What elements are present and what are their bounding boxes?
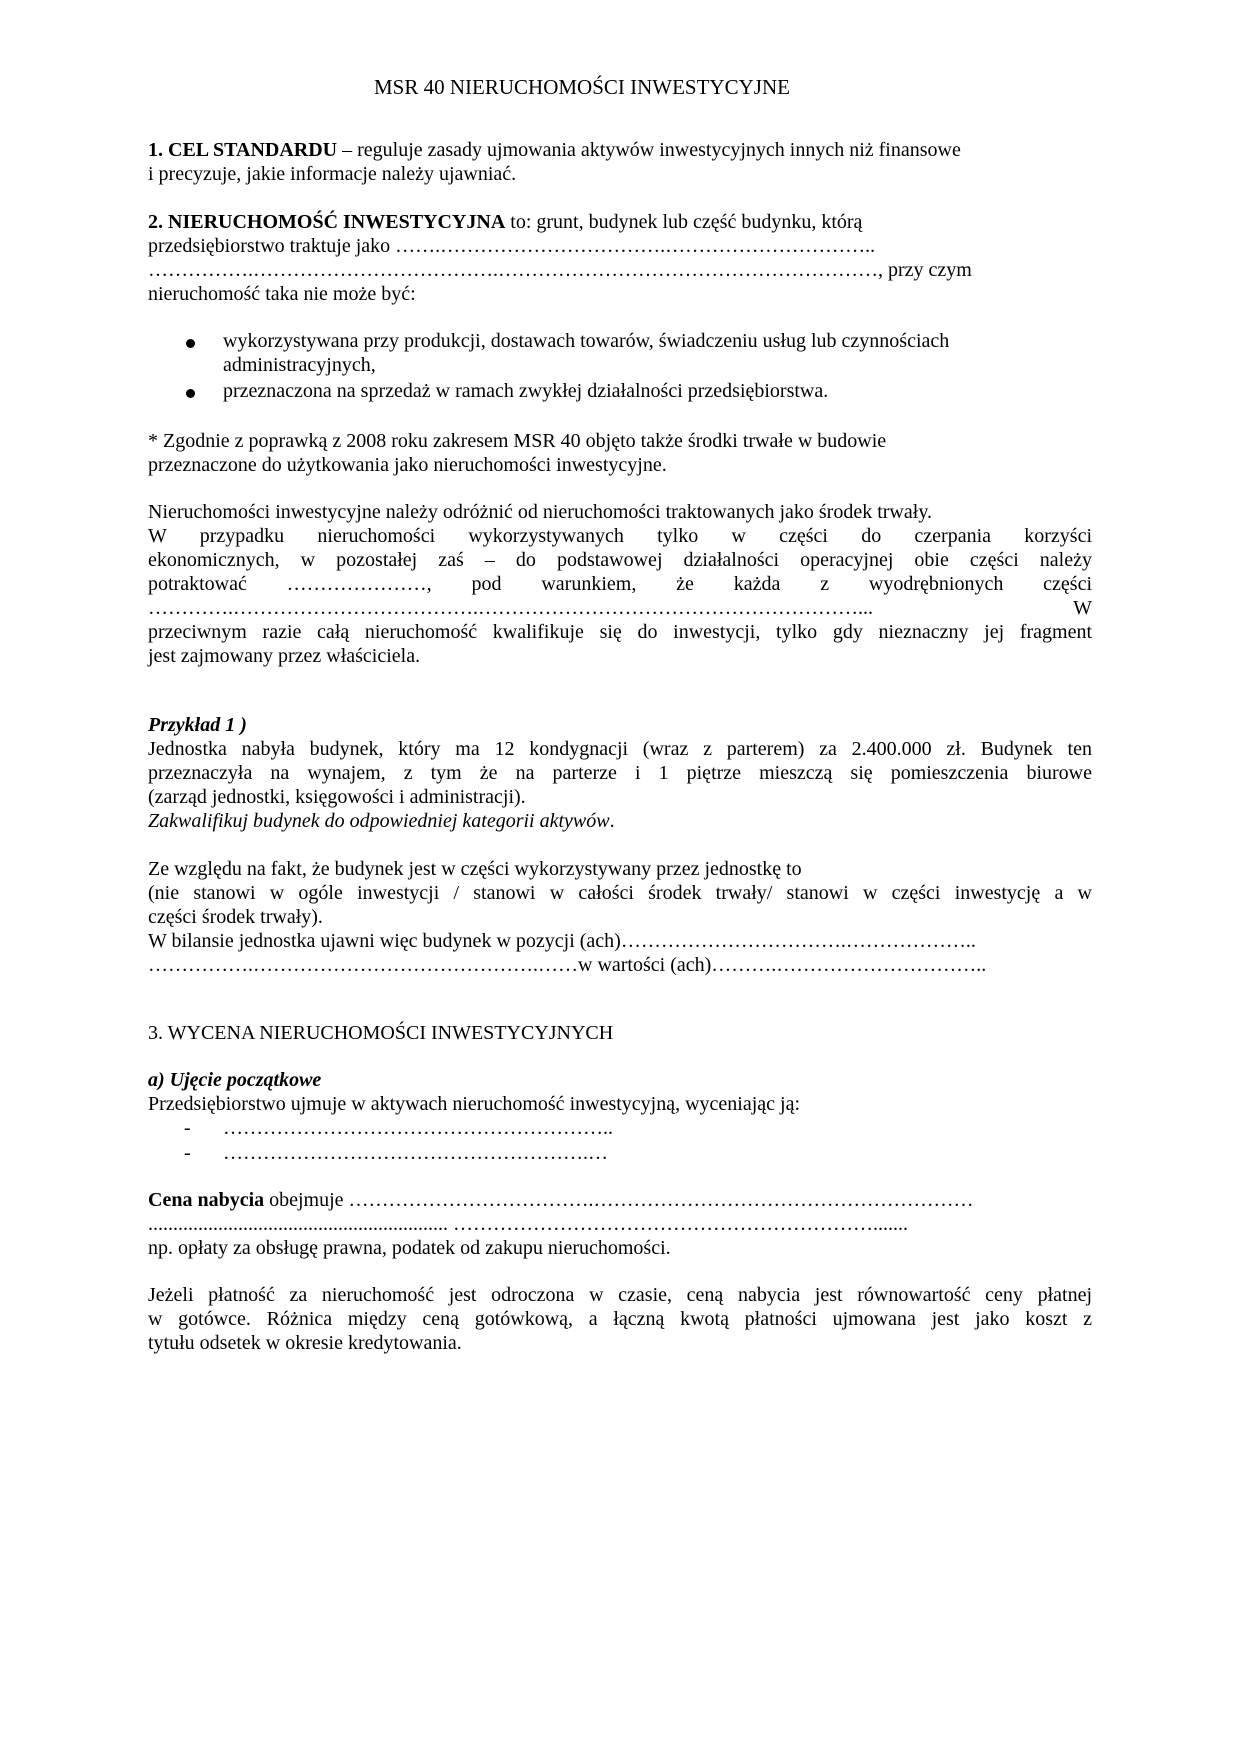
para-line: przeciwnym razie całą nieruchomość kwalifikuje się do inwestycji, tylko gdy nieznaczny jej fragment (148, 621, 1092, 643)
example-task: Zakwalifikuj budynek do odpowiedniej kategorii aktywów. (148, 810, 615, 832)
dash-item: ……………………………………………….… (223, 1142, 608, 1164)
cena-label: Cena nabycia (148, 1189, 265, 1211)
s2-line3: …………….……………………………….…………………………………………………, przy czym (148, 259, 972, 281)
cena-line2: ............................................................ ………………………………………………………....... (148, 1213, 908, 1235)
s3-subheading-a: a) Ujęcie początkowe (148, 1069, 322, 1091)
s3-line1: Przedsiębiorstwo ujmuje w aktywach nieruchomość inwestycyjną, wyceniając ją: (148, 1093, 801, 1115)
para-line: jest zajmowany przez właściciela. (148, 645, 421, 667)
s1-line2: i precyzuje, jakie informacje należy ujawniać. (148, 163, 517, 185)
para-line: W przypadku nieruchomości wykorzystywanych tylko w części do czerpania korzyści (148, 525, 1092, 547)
para-line: ekonomicznych, w pozostałej zaś – do podstawowej działalności operacyjnej obie części należy (148, 549, 1092, 571)
dash-item: ………………………………………………….. (223, 1117, 613, 1139)
bullet-item-2: przeznaczona na sprzedaż w ramach zwykłej działalności przedsiębiorstwa. (223, 380, 829, 402)
note-line1: * Zgodnie z poprawką z 2008 roku zakresem MSR 40 objęto także środki trwałe w budowie (148, 430, 887, 452)
answer-line: …………….…………………………………….……w wartości (ach)……….………………………….. (148, 954, 987, 976)
example-line: (zarząd jednostki, księgowości i administracji). (148, 786, 526, 808)
example-line: przeznaczyła na wynajem, z tym że na parterze i 1 piętrze mieszczą się pomieszczenia biurowe (148, 762, 1092, 784)
final-line: w gotówce. Różnica między ceną gotówkową, a łączną kwotą płatności ujmowana jest jako koszt z (148, 1308, 1092, 1330)
para-line: ………….……………………………….…………………………………………………... W (148, 597, 1092, 619)
bullet-dot (186, 339, 195, 348)
answer-line: części środek trwały). (148, 906, 323, 928)
bullet-dot (186, 389, 195, 398)
document-title: MSR 40 NIERUCHOMOŚCI INWESTYCYJNE (374, 75, 790, 99)
cena-line3: np. opłaty za obsługę prawna, podatek od zakupu nieruchomości. (148, 1237, 671, 1259)
s2-line4: nieruchomość taka nie może być: (148, 283, 416, 305)
s2-line1: 2. NIERUCHOMOŚĆ INWESTYCYJNA to: grunt, budynek lub część budynku, którą (148, 211, 863, 233)
s1-line1: 1. CEL STANDARDU – reguluje zasady ujmowania aktywów inwestycyjnych innych niż finansowe (148, 139, 961, 161)
example-heading: Przykład 1 ) (148, 714, 247, 736)
answer-line: Ze względu na fakt, że budynek jest w części wykorzystywany przez jednostkę to (148, 858, 802, 880)
answer-line: (nie stanowi w ogóle inwestycji / stanowi w całości środek trwały/ stanowi w części inwestycję a w (148, 882, 1092, 904)
answer-line: W bilansie jednostka ujawni więc budynek w pozycji (ach)…………………………….……………….. (148, 930, 976, 952)
note-line2: przeznaczone do użytkowania jako nieruchomości inwestycyjne. (148, 454, 667, 476)
final-line: tytułu odsetek w okresie kredytowania. (148, 1332, 462, 1354)
bullet-item-1-cont: administracyjnych, (223, 354, 376, 376)
s2-heading: 2. NIERUCHOMOŚĆ INWESTYCYJNA (148, 211, 506, 233)
dash-mark: - (184, 1117, 191, 1139)
final-line: Jeżeli płatność za nieruchomość jest odroczona w czasie, ceną nabycia jest równowartość ceny płatnej (148, 1284, 1092, 1306)
para-line: Nieruchomości inwestycyjne należy odróżnić od nieruchomości traktowanych jako środek trwały. (148, 501, 933, 523)
cena-line1: Cena nabycia obejmuje ……………………………….………………………………………………… (148, 1189, 974, 1211)
s1-heading: 1. CEL STANDARDU (148, 139, 338, 161)
bullet-item-1: wykorzystywana przy produkcji, dostawach towarów, świadczeniu usług lub czynnościach (223, 330, 950, 352)
dash-mark: - (184, 1142, 191, 1164)
s3-heading: 3. WYCENA NIERUCHOMOŚCI INWESTYCYJNYCH (148, 1022, 614, 1044)
s2-line2: przedsiębiorstwo traktuje jako …….…………………………….………………………….. (148, 235, 876, 257)
example-line: Jednostka nabyła budynek, który ma 12 kondygnacji (wraz z parterem) za 2.400.000 zł. Budynek ten (148, 738, 1092, 760)
para-line: potraktować …………………, pod warunkiem, że każda z wyodrębnionych części (148, 573, 1092, 595)
